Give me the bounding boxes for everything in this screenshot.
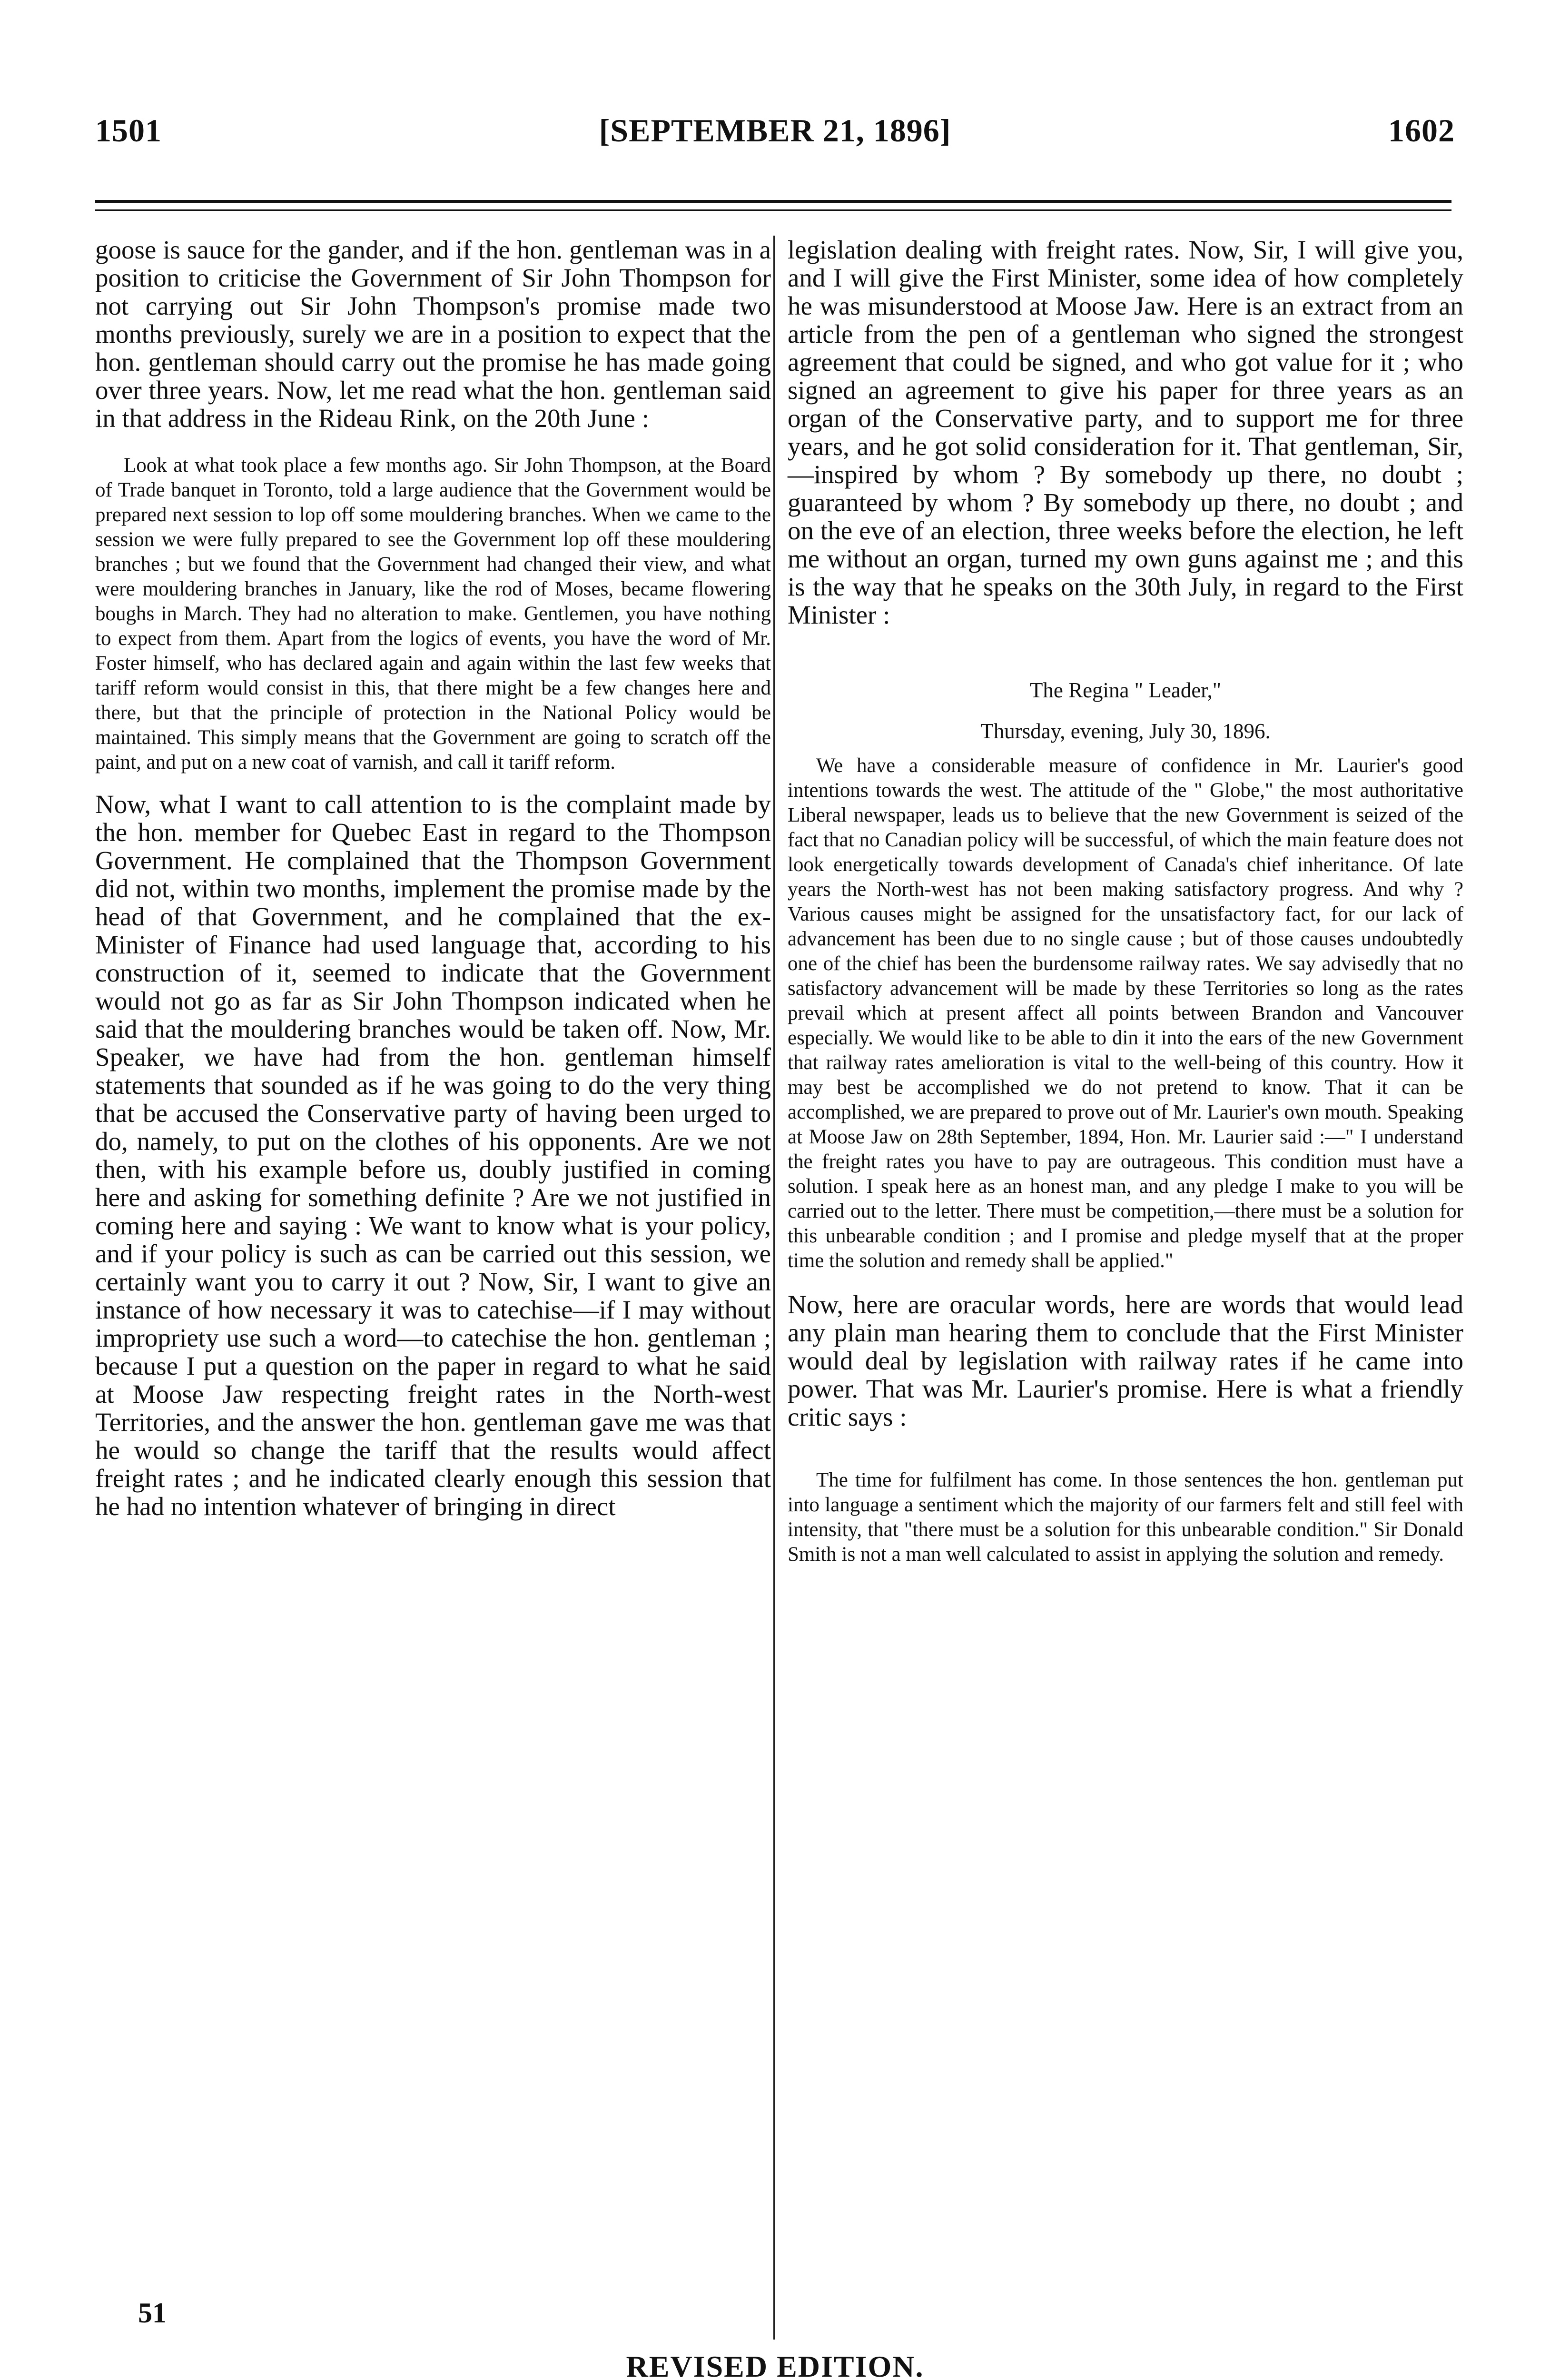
page-date-heading: [SEPTEMBER 21, 1896] [599, 112, 951, 149]
right-quotation-2: The time for fulfilment has come. In those sentences the hon. gentleman put into language a sentiment which the majority of our farmers felt and still feel with intensity, that "there must be a solution for this unbearable condition." Sir Donald Smith is not a man well calculated to assist in applying the solution and remedy. [788, 1469, 1463, 1566]
left-paragraph-2: Now, what I want to call attention to is the complaint made by the hon. member for Quebec East in regard to the Thompson Government. He complained that the Thompson Government did not, within two months, implement the promise made by the head of that Government, and he complained that the ex-Minister of Finance had used language that, according to his construction of it, seemed to indicate that the Government would not go as far as Sir John Thompson indicated when he said that the mouldering branches would be taken off. Now, Mr. Speaker, we have had from the hon. gentleman himself statements that sounded as if he was going to do the very thing that be accused the Conservative party of having been urged to do, namely, to put on the clothes of his opponents. Are we not then, with his example before us, doubly justified in coming here and asking for something definite ? Are we not justified in coming here and saying : We want to know what is your policy, and if your policy is such as can be carried out this session, we certainly want you to carry it out ? Now, Sir, I want to give an instance of how necessary it was to catechise—if I may without impropriety use such a word—to catechise the hon. gentleman ; because I put a question on the paper in regard to what he said at Moose Jaw respecting freight rates in the North-west Territories, and the answer the hon. gentleman gave me was that he would so change the tariff that the results would affect freight rates ; and he indicated clearly enough this session that he had no intention whatever of bringing in direct [95, 790, 771, 1521]
right-quotation-1: We have a considerable measure of confidence in Mr. Laurier's good intentions towards the west. The attitude of the " Globe," the most authoritative Liberal newspaper, leads us to believe that the new Government is seized of the fact that no Canadian policy will be successful, of which the main feature does not look energetically towards development of Canada's chief inheritance. Of late years the North-west has not been making satisfactory progress. And why ? Various causes might be assigned for the unsatisfactory fact, for our lack of advancement has been due to no single cause ; but of those causes undoubtedly one of the chief has been the burdensome railway rates. We say advisedly that no satisfactory advancement will be made by these Territories so long as the rates prevail which at present affect all points between Brandon and Vancouver especially. We would like to be able to din it into the ears of the new Government that railway rates amelioration is vital to the well-being of this country. How it may best be accomplished we do not pretend to know. That it can be accomplished, we are prepared to prove out of Mr. Laurier's own mouth. Speaking at Moose Jaw on 28th September, 1894, Hon. Mr. Laurier said :—" I understand the freight rates you have to pay are outrageous. This condition must have a solution. I speak here as an honest man, and any pledge I make to you will be carried out to the letter. There must be competition,—there must be a solution for this unbearable condition ; and I promise and pledge myself that at the proper time the solution and remedy shall be applied." [788, 754, 1463, 1272]
column-number-right: 1602 [1388, 112, 1455, 149]
left-column [95, 236, 771, 1520]
header-rule [95, 200, 1451, 203]
quote-source: The Regina " Leader," [1029, 678, 1222, 702]
edition-label: REVISED EDITION. [626, 2350, 924, 2380]
right-paragraph-2: Now, here are oracular words, here are words that would lead any plain man hearing them to conclude that the First Minister would deal by legislation with railway rates if he came into power. That was Mr. Laurier's promise. Here is what a friendly critic says : [788, 1290, 1463, 1431]
column-divider [773, 236, 775, 2340]
right-column [788, 236, 1463, 1584]
page-number: 51 [138, 2297, 167, 2329]
left-quotation: Look at what took place a few months ago. Sir John Thompson, at the Board of Trade banquet in Toronto, told a large audience that the Government would be prepared next session to lop off some mouldering branches. When we came to the session we were fully prepared to see the Government lop off these mouldering branches ; but we found that the Government had changed their view, and what were mouldering branches in January, like the rod of Moses, became flowering boughs in March. They had no alteration to make. Gentlemen, you have nothing to expect from them. Apart from the logics of events, you have the word of Mr. Foster himself, who has declared again and again within the last few weeks that tariff reform would consist in this, that there might be a few changes here and there, but that the principle of protection in the National Policy would be maintained. This simply means that the Government are going to scratch off the paint, and put on a new coat of varnish, and call it tariff reform. [95, 454, 771, 774]
header-rule-thin [95, 209, 1451, 211]
left-paragraph-1: goose is sauce for the gander, and if the hon. gentleman was in a position to criticise the Government of Sir John Thompson for not carrying out Sir John Thompson's promise made two months previously, surely we are in a position to expect that the hon. gentleman should carry out the promise he has made going over three years. Now, let me read what the hon. gentleman said in that address in the Rideau Rink, on the 20th June : [95, 235, 771, 433]
quote-date: Thursday, evening, July 30, 1896. [980, 719, 1271, 743]
column-number-left: 1501 [95, 112, 162, 149]
right-paragraph-1: legislation dealing with freight rates. Now, Sir, I will give you, and I will give the First Minister, some idea of how completely he was misunderstood at Moose Jaw. Here is an extract from an article from the pen of a gentleman who signed the strongest agreement that could be signed, and who got value for it ; who signed an agreement to give his paper for three years as an organ of the Conservative party, and to support me for three years, and he got solid consideration for it. That gentleman, Sir,—inspired by whom ? By somebody up there, no doubt ; guaranteed by whom ? By somebody up there, no doubt ; and on the eve of an election, three weeks before the election, he left me without an organ, turned my own guns against me ; and this is the way that he speaks on the 30th July, in regard to the First Minister : [788, 235, 1463, 629]
